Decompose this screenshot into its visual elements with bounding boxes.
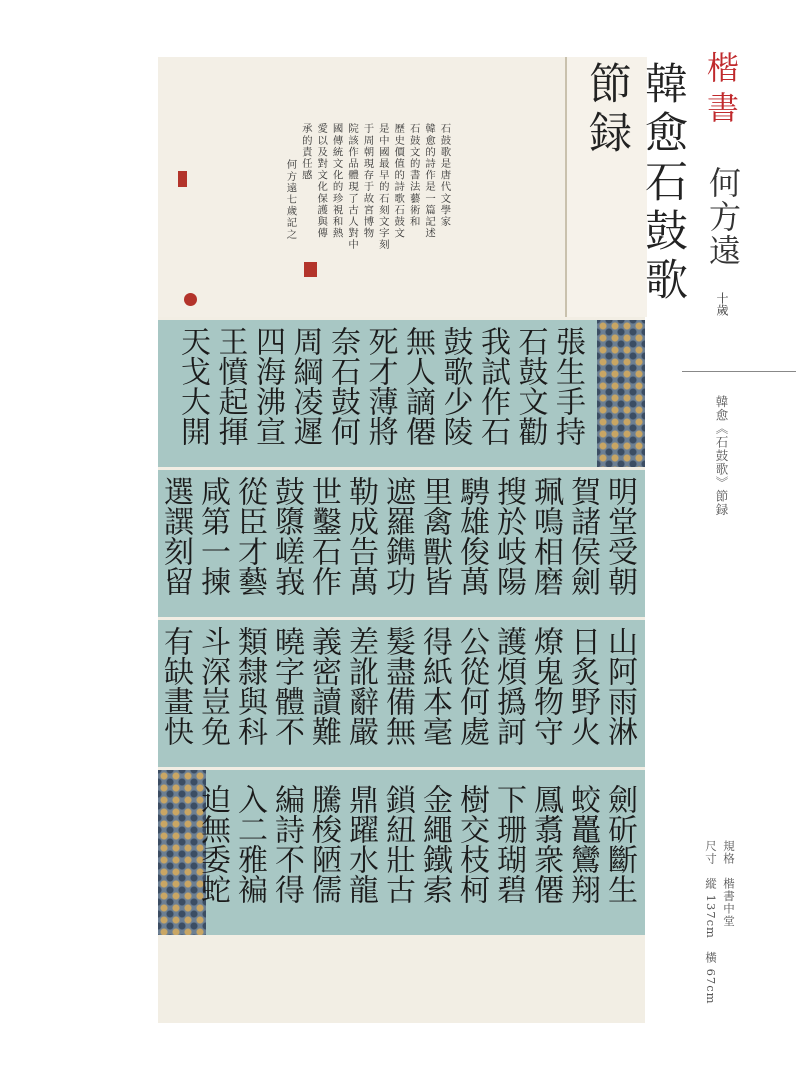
brand-label: 楷書 <box>706 49 739 127</box>
calligraphy-column: 得紙本毫 <box>417 626 452 746</box>
calligraphy-column: 我試作石 <box>475 326 510 446</box>
calligraphy-column: 金繩鐵索 <box>417 784 452 904</box>
colophon-text <box>282 123 451 328</box>
calligraphy-column: 無人謫僊 <box>400 326 435 446</box>
calligraphy-column: 搜於岐陽 <box>491 476 526 596</box>
side-seal <box>178 171 187 187</box>
calligraphy-column: 里禽獸皆 <box>417 476 452 596</box>
colophon-line: 韓愈的詩作是一篇記述 <box>423 123 436 239</box>
calligraphy-column: 義密讀難 <box>306 626 341 746</box>
calligraphy-column: 騁雄俊萬 <box>454 476 489 596</box>
work-title: 韓愈《石鼓歌》節録 <box>714 395 729 517</box>
calligraphy-column: 勒成告萬 <box>343 476 378 596</box>
calligraphy-column: 騰梭陋儒 <box>306 784 341 904</box>
calligraphy-column: 世鑿石作 <box>306 476 341 596</box>
calligraphy-column: 四海沸宣 <box>250 326 285 446</box>
text-row-2 <box>158 470 645 617</box>
colophon-line: 愛以及對文化保護與傳 <box>315 123 328 239</box>
colophon-line: 是中國最早的石刻文字刻 <box>376 123 389 251</box>
calligraphy-column: 類隸與科 <box>232 626 267 746</box>
colophon-line: 歷史價值的詩歌石鼓文 <box>392 123 405 239</box>
spec-format: 規格 楷書中堂 <box>722 840 736 928</box>
calligraphy-column: 髮盡備無 <box>380 626 415 746</box>
calligraphy-column: 周綱凌遲 <box>287 326 323 446</box>
title-panel <box>565 57 688 317</box>
calligraphy-column: 王憤起揮 <box>212 326 248 446</box>
calligraphy-column: 下珊瑚碧 <box>491 784 526 904</box>
calligraphy-column: 奈石鼓何 <box>325 326 360 446</box>
colophon-line: 國傳統文化的珍視和熱 <box>330 123 343 239</box>
inscription-area <box>158 57 688 317</box>
calligraphy-column: 曉字體不 <box>269 626 304 746</box>
calligraphy-column: 張生手持 <box>550 326 585 446</box>
calligraphy-scroll <box>158 57 688 1023</box>
calligraphy-column: 燎鬼物守 <box>528 626 563 746</box>
calligraphy-column: 山阿雨淋 <box>602 626 637 746</box>
calligraphy-column: 明堂受朝 <box>602 476 637 596</box>
calligraphy-column: 死才薄將 <box>362 326 398 446</box>
calligraphy-column: 斗深豈免 <box>195 626 230 746</box>
text-row-1 <box>158 320 645 467</box>
colophon-line: 石鼓歌是唐代文學家 <box>438 123 451 228</box>
calligraphy-column: 從臣才藝 <box>232 476 267 596</box>
divider <box>682 371 796 372</box>
calligraphy-column: 蛟鼉鸞翔 <box>565 784 600 904</box>
calligraphy-column: 鼎躍水龍 <box>343 784 378 904</box>
colophon-line: 石鼓文的書法藝術和 <box>407 123 420 228</box>
calligraphy-column: 護煩撝訶 <box>491 626 526 746</box>
calligraphy-column: 賀諸侯劍 <box>565 476 600 596</box>
colophon-line: 何方遠七歲記之 <box>284 159 297 241</box>
scroll-title: 韓愈石鼓歌節録 <box>582 61 688 306</box>
colophon-line: 于周朝現存于故宮博物 <box>361 123 374 239</box>
calligraphy-column: 日炙野火 <box>565 626 600 746</box>
text-row-4 <box>158 770 645 935</box>
calligraphy-column: 公從何處 <box>454 626 489 746</box>
colophon-line: 院該作品體現了古人對中 <box>346 123 359 251</box>
calligraphy-column: 選譔刻留 <box>158 476 193 596</box>
calligraphy-column: 劍斫斷生 <box>602 784 637 904</box>
brocade-border <box>597 320 645 467</box>
calligraphy-column: 鼓隳嵯峩 <box>269 476 304 596</box>
calligraphy-column: 入二雅褊 <box>232 784 267 904</box>
calligraphy-column: 有缺畫快 <box>158 626 193 746</box>
calligraphy-column: 鳳翥衆僊 <box>528 784 563 904</box>
calligraphy-column: 編詩不得 <box>269 784 304 904</box>
round-seal <box>184 293 197 306</box>
calligraphy-column: 迫無委蛇 <box>195 784 230 904</box>
signature-seal <box>304 262 317 277</box>
calligraphy-column: 差訛辭嚴 <box>343 626 378 746</box>
calligraphy-column: 咸第一揀 <box>195 476 230 596</box>
colophon-line: 承的責任感 <box>299 123 312 181</box>
calligraphy-column: 遮羅鐫功 <box>380 476 415 596</box>
calligraphy-column: 鼓歌少陵 <box>437 326 473 446</box>
artist-name: 何方遠 <box>704 166 742 268</box>
calligraphy-column: 天戈大開 <box>175 326 210 446</box>
calligraphy-column: 樹交枝柯 <box>454 784 489 904</box>
calligraphy-column: 鎖紐壯古 <box>380 784 415 904</box>
calligraphy-column: 珮鳴相磨 <box>528 476 563 596</box>
artist-age: 十歲 <box>715 292 729 316</box>
calligraphy-column: 石鼓文勸 <box>512 326 548 446</box>
text-row-3 <box>158 620 645 767</box>
spec-size: 尺寸 縱 137cm 橫 67cm <box>704 840 718 1005</box>
